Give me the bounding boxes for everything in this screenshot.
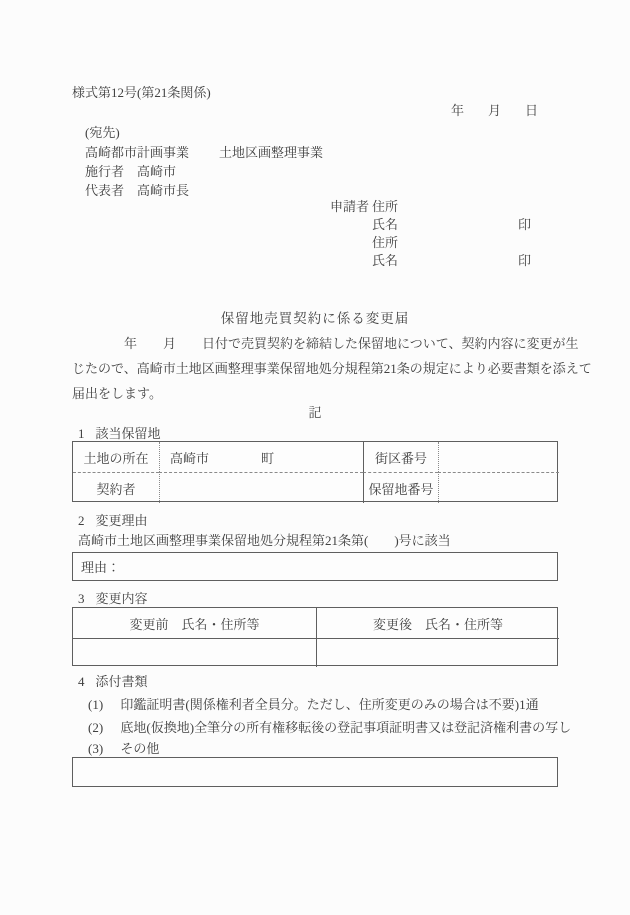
applicant-name1-label: 氏名 [372, 217, 399, 232]
reason-box [72, 552, 558, 581]
block-number-label: 街区番号 [363, 442, 438, 472]
attachment-item-3-number: (3) [88, 741, 104, 756]
date-day-label: 日 [525, 103, 539, 118]
reserved-land-number-value [438, 472, 559, 503]
section2-title: 変更理由 [95, 513, 148, 528]
body-line-2: じたので、高崎市土地区画整理事業保留地処分規程第21条の規定により必要書類を添えて [72, 361, 592, 376]
representative-value: 高崎市長 [137, 183, 190, 198]
attachment-item-3-text: その他 [120, 741, 160, 756]
seal-mark-1: 印 [518, 217, 532, 232]
contractor-value [159, 472, 363, 503]
attachment-item-1 [88, 697, 539, 712]
section4-title: 添付書類 [95, 674, 148, 689]
land-location-value: 高崎市 町 [159, 442, 363, 472]
project-name-left: 高崎都市計画事業 [85, 145, 190, 160]
land-location-label: 土地の所在 [83, 450, 149, 466]
body-line-3: 届出をします。 [72, 386, 162, 401]
section2-number: 2 [78, 513, 85, 528]
attachment-item-2-number: (2) [88, 720, 104, 735]
seal-mark-2: 印 [518, 253, 532, 268]
after-change-header: 変更後 氏名・住所等 [316, 608, 559, 638]
document-title: 保留地売買契約に係る変更届 [220, 311, 410, 326]
applicant-label: 申請者 [330, 199, 370, 214]
project-line [85, 145, 323, 160]
body-line-1: 年 月 日付で売買契約を締結した保留地について、契約内容に変更が生 [72, 336, 579, 351]
other-attachments-box [72, 757, 558, 787]
section3-heading [78, 591, 148, 606]
section1-title: 該当保留地 [95, 426, 161, 441]
regulation-reference-line: 高崎市土地区画整理事業保留地処分規程第21条第( )号に該当 [78, 533, 451, 548]
representative-label: 代表者 [85, 183, 125, 198]
attachment-item-1-text: 印鑑証明書(関係権利者全員分。ただし、住所変更のみの場合は不要)1通 [120, 697, 539, 712]
project-name-right: 土地区画整理事業 [219, 145, 324, 160]
applicant-name2-label: 氏名 [372, 253, 399, 268]
reserved-land-number-label: 保留地番号 [363, 472, 438, 503]
before-change-value [73, 638, 316, 667]
contractor-label: 契約者 [73, 472, 159, 503]
applicant-address2-label: 住所 [372, 235, 399, 250]
after-change-value [316, 638, 559, 667]
section3-number: 3 [78, 591, 85, 606]
addressee-label: (宛先) [85, 125, 120, 140]
attachment-item-2-text: 底地(仮換地)全筆分の所有権移転後の登記事項証明書又は登記済権利書の写し [120, 720, 572, 735]
ki-marker: 記 [308, 405, 322, 420]
attachment-item-3 [88, 741, 159, 756]
before-change-header: 変更前 氏名・住所等 [129, 616, 260, 632]
applicant-address1-label: 住所 [372, 199, 399, 214]
executor-value: 高崎市 [137, 164, 177, 179]
date-line [451, 103, 538, 118]
form-number: 様式第12号(第21条関係) [72, 85, 211, 100]
block-number-value [438, 442, 559, 472]
attachment-item-1-number: (1) [88, 697, 104, 712]
representative-line [85, 183, 189, 198]
section2-heading [78, 513, 148, 528]
reason-label: 理由： [81, 560, 121, 575]
section4-heading [78, 674, 148, 689]
change-content-table [72, 607, 558, 666]
section4-number: 4 [78, 674, 85, 689]
executor-label: 施行者 [85, 164, 125, 179]
applicable-land-table [72, 441, 558, 502]
section1-heading [78, 426, 161, 441]
section3-title: 変更内容 [95, 591, 148, 606]
date-month-label: 月 [488, 103, 502, 118]
section1-number: 1 [78, 426, 85, 441]
executor-line [85, 164, 176, 179]
date-year-label: 年 [451, 103, 465, 118]
attachment-item-2 [88, 720, 571, 735]
